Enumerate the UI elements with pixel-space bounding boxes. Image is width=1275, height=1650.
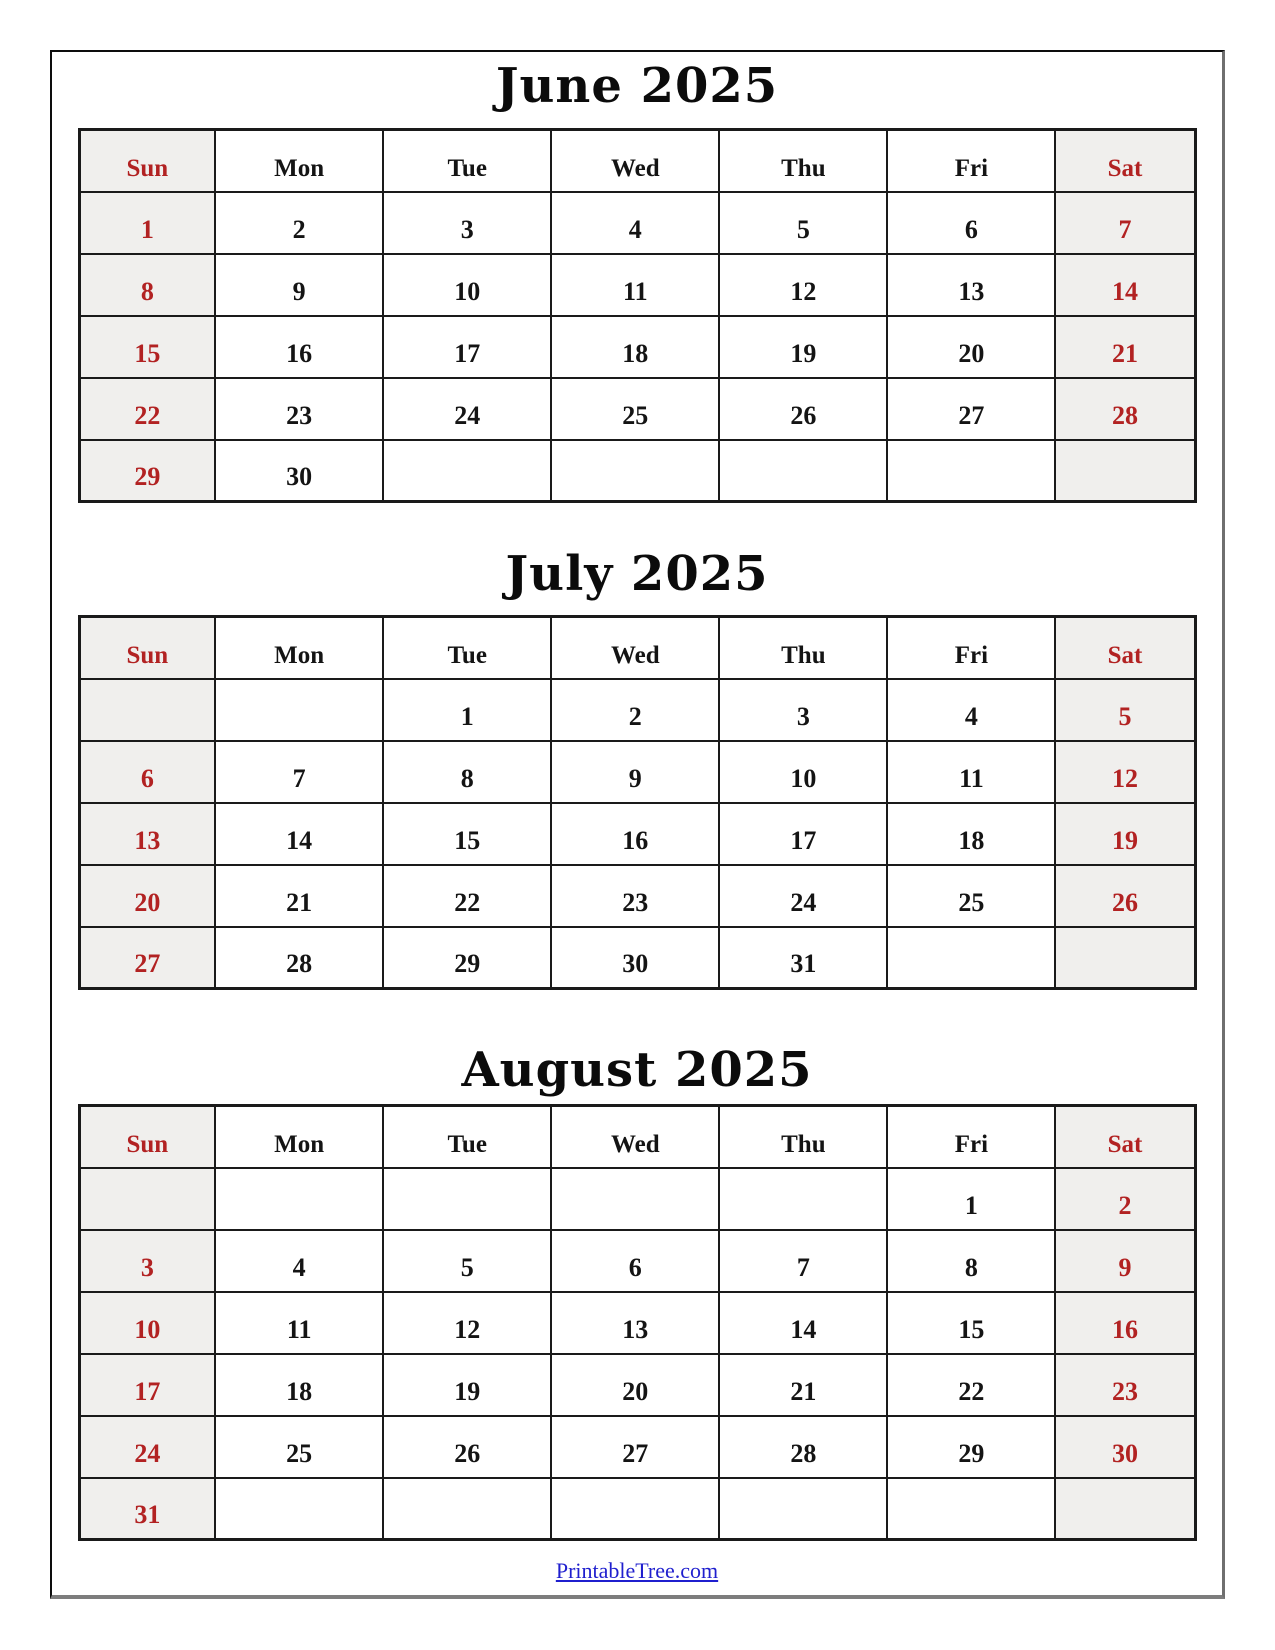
day-cell: 24 [719,865,887,927]
day-cell [887,1478,1055,1540]
week-row [79,927,1195,989]
weekday-header-mon: Mon [215,1106,383,1168]
weekday-header-tue: Tue [383,1106,551,1168]
day-cell: 6 [79,741,215,803]
day-cell: 30 [215,440,383,502]
day-cell: 12 [383,1292,551,1354]
day-cell: 22 [383,865,551,927]
day-cell: 31 [79,1478,215,1540]
month-section-june [52,59,1222,503]
week-row [79,1478,1195,1540]
day-cell: 26 [383,1416,551,1478]
day-cell: 4 [215,1230,383,1292]
day-cell: 27 [79,927,215,989]
day-cell: 14 [719,1292,887,1354]
day-cell: 16 [1055,1292,1195,1354]
week-row [79,803,1195,865]
day-cell: 7 [719,1230,887,1292]
calendar-table-august [78,1104,1197,1541]
weekday-header-wed: Wed [551,617,719,679]
day-cell: 2 [215,192,383,254]
day-cell: 21 [215,865,383,927]
day-cell: 19 [383,1354,551,1416]
week-row [79,1416,1195,1478]
day-cell [551,1168,719,1230]
weekday-header-mon: Mon [215,130,383,192]
weekday-header-thu: Thu [719,130,887,192]
day-cell: 5 [1055,679,1195,741]
day-cell [551,1478,719,1540]
day-cell: 25 [215,1416,383,1478]
weekday-header-row [79,1106,1195,1168]
day-cell: 14 [1055,254,1195,316]
month-title-august: August 2025 [461,1042,813,1098]
week-row [79,865,1195,927]
day-cell [551,440,719,502]
day-cell: 19 [1055,803,1195,865]
weekday-header-thu: Thu [719,617,887,679]
day-cell: 3 [383,192,551,254]
day-cell: 4 [551,192,719,254]
day-cell: 21 [1055,316,1195,378]
month-section-august [52,1043,1222,1541]
day-cell: 18 [551,316,719,378]
day-cell: 10 [79,1292,215,1354]
day-cell: 3 [79,1230,215,1292]
day-cell [215,1478,383,1540]
day-cell: 24 [79,1416,215,1478]
calendar-table-july [78,615,1197,990]
day-cell: 4 [887,679,1055,741]
day-cell: 12 [1055,741,1195,803]
day-cell: 31 [719,927,887,989]
weekday-header-wed: Wed [551,130,719,192]
day-cell: 23 [215,378,383,440]
weekday-header-tue: Tue [383,617,551,679]
weekday-header-fri: Fri [887,1106,1055,1168]
weekday-header-sun: Sun [79,130,215,192]
day-cell: 11 [887,741,1055,803]
weekday-header-sun: Sun [79,1106,215,1168]
day-cell: 30 [551,927,719,989]
weekday-header-row [79,130,1195,192]
day-cell: 12 [719,254,887,316]
day-cell: 23 [551,865,719,927]
day-cell: 23 [1055,1354,1195,1416]
day-cell: 20 [551,1354,719,1416]
day-cell: 22 [887,1354,1055,1416]
day-cell: 14 [215,803,383,865]
day-cell: 19 [719,316,887,378]
week-row [79,1230,1195,1292]
day-cell [215,1168,383,1230]
day-cell: 8 [887,1230,1055,1292]
months-container [52,59,1222,1541]
day-cell [1055,1478,1195,1540]
day-cell: 29 [383,927,551,989]
day-cell: 21 [719,1354,887,1416]
day-cell: 10 [719,741,887,803]
day-cell: 26 [1055,865,1195,927]
day-cell: 28 [1055,378,1195,440]
day-cell: 20 [887,316,1055,378]
day-cell [383,1168,551,1230]
week-row [79,254,1195,316]
page-frame [50,50,1225,1599]
day-cell: 20 [79,865,215,927]
day-cell: 9 [215,254,383,316]
day-cell: 8 [383,741,551,803]
day-cell: 24 [383,378,551,440]
day-cell: 5 [719,192,887,254]
day-cell: 29 [887,1416,1055,1478]
day-cell [383,1478,551,1540]
day-cell [215,679,383,741]
day-cell: 2 [1055,1168,1195,1230]
day-cell [719,1478,887,1540]
day-cell [719,440,887,502]
day-cell: 11 [551,254,719,316]
day-cell: 3 [719,679,887,741]
weekday-header-wed: Wed [551,1106,719,1168]
weekday-header-sat: Sat [1055,617,1195,679]
week-row [79,316,1195,378]
day-cell: 16 [551,803,719,865]
day-cell: 28 [215,927,383,989]
day-cell: 27 [551,1416,719,1478]
weekday-header-fri: Fri [887,130,1055,192]
day-cell [719,1168,887,1230]
month-section-july [52,547,1222,990]
day-cell: 9 [1055,1230,1195,1292]
day-cell: 22 [79,378,215,440]
day-cell: 10 [383,254,551,316]
weekday-header-sat: Sat [1055,130,1195,192]
day-cell: 15 [887,1292,1055,1354]
day-cell: 29 [79,440,215,502]
day-cell: 9 [551,741,719,803]
day-cell: 1 [887,1168,1055,1230]
day-cell [887,927,1055,989]
day-cell: 17 [79,1354,215,1416]
day-cell [1055,440,1195,502]
week-row [79,679,1195,741]
day-cell: 6 [887,192,1055,254]
day-cell: 28 [719,1416,887,1478]
day-cell [79,1168,215,1230]
day-cell: 15 [383,803,551,865]
day-cell: 27 [887,378,1055,440]
day-cell [1055,927,1195,989]
week-row [79,1354,1195,1416]
day-cell: 15 [79,316,215,378]
weekday-header-row [79,617,1195,679]
week-row [79,440,1195,502]
footer-link[interactable]: PrintableTree.com [555,1558,719,1583]
weekday-header-sat: Sat [1055,1106,1195,1168]
calendar-table-june [78,128,1197,503]
weekday-header-tue: Tue [383,130,551,192]
day-cell: 17 [719,803,887,865]
day-cell: 25 [887,865,1055,927]
day-cell [79,679,215,741]
weekday-header-fri: Fri [887,617,1055,679]
day-cell: 13 [79,803,215,865]
day-cell: 2 [551,679,719,741]
weekday-header-thu: Thu [719,1106,887,1168]
week-row [79,192,1195,254]
week-row [79,1292,1195,1354]
day-cell [887,440,1055,502]
day-cell: 13 [887,254,1055,316]
day-cell: 17 [383,316,551,378]
day-cell: 18 [215,1354,383,1416]
day-cell: 7 [1055,192,1195,254]
day-cell: 7 [215,741,383,803]
day-cell: 8 [79,254,215,316]
day-cell: 25 [551,378,719,440]
footer [52,1558,1222,1584]
week-row [79,741,1195,803]
week-row [79,378,1195,440]
day-cell: 1 [383,679,551,741]
day-cell: 30 [1055,1416,1195,1478]
day-cell: 6 [551,1230,719,1292]
day-cell: 1 [79,192,215,254]
weekday-header-mon: Mon [215,617,383,679]
week-row [79,1168,1195,1230]
day-cell [383,440,551,502]
day-cell: 5 [383,1230,551,1292]
day-cell: 16 [215,316,383,378]
weekday-header-sun: Sun [79,617,215,679]
day-cell: 18 [887,803,1055,865]
day-cell: 11 [215,1292,383,1354]
month-title-june: June 2025 [495,58,779,114]
month-title-july: July 2025 [505,546,769,602]
day-cell: 13 [551,1292,719,1354]
day-cell: 26 [719,378,887,440]
